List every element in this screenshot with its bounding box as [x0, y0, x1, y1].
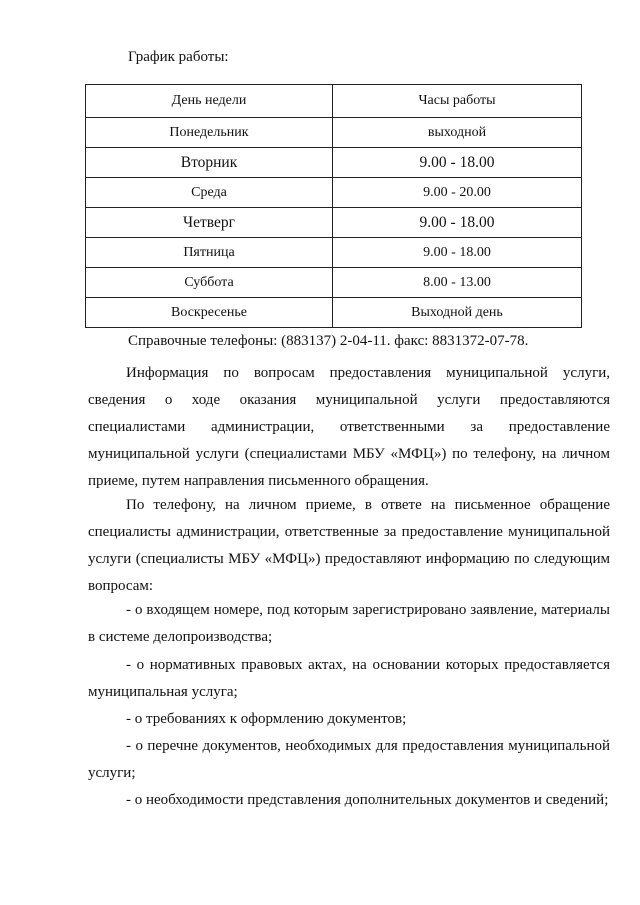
- table-row: [86, 208, 582, 238]
- hours-cell: 9.00 - 18.00: [333, 208, 582, 238]
- schedule-caption: График работы:: [128, 49, 229, 65]
- day-cell: Четверг: [86, 208, 333, 238]
- header-day: День недели: [86, 85, 333, 118]
- day-cell: Пятница: [86, 238, 333, 268]
- table-row: [86, 178, 582, 208]
- day-cell: Воскресенье: [86, 298, 333, 328]
- table-row: [86, 268, 582, 298]
- day-cell: Суббота: [86, 268, 333, 298]
- intro-paragraph: По телефону, на личном приеме, в ответе на письменное обращение специалисты администрации, ответственные за предоставление муниципальной услуги (специалисты МБУ «МФЦ») предоставляют информацию по следующим вопросам:: [88, 497, 610, 594]
- list-item: - о необходимости представления дополнительных документов и сведений;: [126, 792, 609, 808]
- table-row: [86, 298, 582, 328]
- day-cell: Вторник: [86, 148, 333, 178]
- table-row: [86, 238, 582, 268]
- hours-cell: Выходной день: [333, 298, 582, 328]
- table-header-row: [86, 85, 582, 118]
- list-item: - о перечне документов, необходимых для предоставления муниципальной услуги;: [88, 738, 610, 781]
- day-cell: Среда: [86, 178, 333, 208]
- list-item: - о входящем номере, под которым зарегистрировано заявление, материалы в системе делопроизводства;: [88, 602, 610, 645]
- table-row: [86, 118, 582, 148]
- hours-cell: 8.00 - 13.00: [333, 268, 582, 298]
- day-cell: Понедельник: [86, 118, 333, 148]
- reference-phones: Справочные телефоны: (883137) 2-04-11. факс: 8831372-07-78.: [128, 333, 529, 349]
- hours-cell: выходной: [333, 118, 582, 148]
- hours-cell: 9.00 - 18.00: [333, 238, 582, 268]
- table-row: [86, 148, 582, 178]
- hours-cell: 9.00 - 20.00: [333, 178, 582, 208]
- header-hours: Часы работы: [333, 85, 582, 118]
- list-item: - о нормативных правовых актах, на основании которых предоставляется муниципальная услуга;: [88, 657, 610, 700]
- info-paragraph: Информация по вопросам предоставления муниципальной услуги, сведения о ходе оказания муниципальной услуги предоставляются специалистами администрации, ответственными за предоставление муниципальной услуги (специалистами МБУ «МФЦ») по телефону, на личном приеме, путем направления письменного обращения.: [88, 365, 610, 489]
- hours-cell: 9.00 - 18.00: [333, 148, 582, 178]
- schedule-table: [85, 84, 582, 328]
- list-item: - о требованиях к оформлению документов;: [126, 711, 407, 727]
